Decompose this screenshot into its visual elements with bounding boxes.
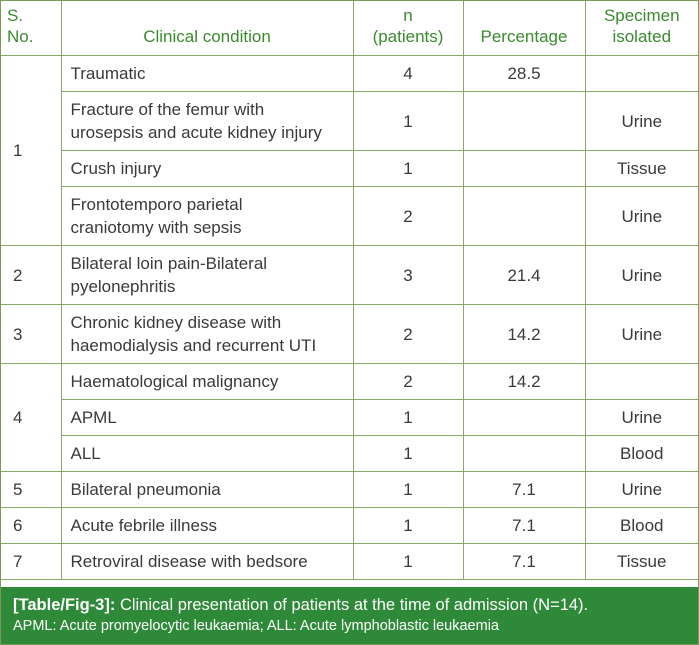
table-row [1, 56, 698, 92]
cell-percentage [463, 92, 585, 151]
cell-specimen [585, 364, 698, 400]
cell-condition: Fracture of the femur with urosepsis and acute kidney injury [61, 92, 353, 151]
table-row [1, 400, 698, 436]
cell-specimen: Urine [585, 472, 698, 508]
cell-sno: 3 [1, 305, 61, 364]
header-row [1, 1, 698, 56]
cell-specimen: Blood [585, 436, 698, 472]
table-row [1, 187, 698, 246]
cell-condition: APML [61, 400, 353, 436]
cell-percentage [463, 400, 585, 436]
clinical-presentation-table [1, 1, 698, 580]
table-row [1, 436, 698, 472]
cell-percentage: 14.2 [463, 305, 585, 364]
cell-specimen: Urine [585, 400, 698, 436]
cell-condition: Chronic kidney disease with haemodialysis and recurrent UTI [61, 305, 353, 364]
table-row [1, 508, 698, 544]
cell-n: 2 [353, 187, 463, 246]
cell-sno: 2 [1, 246, 61, 305]
cell-n: 3 [353, 246, 463, 305]
cell-n: 4 [353, 56, 463, 92]
cell-percentage: 28.5 [463, 56, 585, 92]
cell-n: 2 [353, 364, 463, 400]
table-row [1, 472, 698, 508]
header-percentage: Percentage [463, 1, 585, 56]
cell-sno: 5 [1, 472, 61, 508]
cell-percentage [463, 151, 585, 187]
table-row [1, 151, 698, 187]
cell-condition: Traumatic [61, 56, 353, 92]
table-row [1, 92, 698, 151]
cell-condition: ALL [61, 436, 353, 472]
header-condition: Clinical condition [61, 1, 353, 56]
table-row [1, 364, 698, 400]
table-row [1, 544, 698, 580]
cell-specimen: Tissue [585, 151, 698, 187]
cell-percentage: 21.4 [463, 246, 585, 305]
cell-n: 1 [353, 151, 463, 187]
cell-percentage [463, 436, 585, 472]
cell-condition: Frontotemporo parietal craniotomy with sepsis [61, 187, 353, 246]
header-n: n (patients) [353, 1, 463, 56]
cell-percentage [463, 187, 585, 246]
cell-n: 1 [353, 436, 463, 472]
caption-title: Clinical presentation of patients at the time of admission (N=14). [115, 596, 589, 614]
cell-specimen: Blood [585, 508, 698, 544]
cell-condition: Bilateral loin pain-Bilateral pyelonephritis [61, 246, 353, 305]
cell-sno: 6 [1, 508, 61, 544]
cell-specimen: Urine [585, 92, 698, 151]
header-specimen: Specimen isolated [585, 1, 698, 56]
cell-specimen: Tissue [585, 544, 698, 580]
cell-condition: Crush injury [61, 151, 353, 187]
cell-specimen: Urine [585, 305, 698, 364]
table-row [1, 246, 698, 305]
cell-condition: Acute febrile illness [61, 508, 353, 544]
cell-percentage: 7.1 [463, 544, 585, 580]
cell-sno: 7 [1, 544, 61, 580]
cell-n: 1 [353, 544, 463, 580]
caption-title-line [13, 595, 686, 616]
cell-condition: Retroviral disease with bedsore [61, 544, 353, 580]
cell-n: 1 [353, 472, 463, 508]
table-caption [1, 587, 698, 644]
cell-percentage: 14.2 [463, 364, 585, 400]
cell-percentage: 7.1 [463, 472, 585, 508]
cell-percentage: 7.1 [463, 508, 585, 544]
cell-n: 1 [353, 508, 463, 544]
caption-footnote: APML: Acute promyelocytic leukaemia; ALL: Acute lymphoblastic leukaemia [13, 618, 499, 634]
table-row [1, 305, 698, 364]
cell-specimen: Urine [585, 246, 698, 305]
cell-specimen: Urine [585, 187, 698, 246]
cell-condition: Haematological malignancy [61, 364, 353, 400]
cell-specimen [585, 56, 698, 92]
cell-n: 1 [353, 400, 463, 436]
cell-n: 2 [353, 305, 463, 364]
header-sno: S. No. [1, 1, 61, 56]
cell-sno: 4 [1, 364, 61, 472]
cell-sno: 1 [1, 56, 61, 246]
cell-condition: Bilateral pneumonia [61, 472, 353, 508]
cell-n: 1 [353, 92, 463, 151]
caption-tag: [Table/Fig-3]: [13, 596, 116, 614]
